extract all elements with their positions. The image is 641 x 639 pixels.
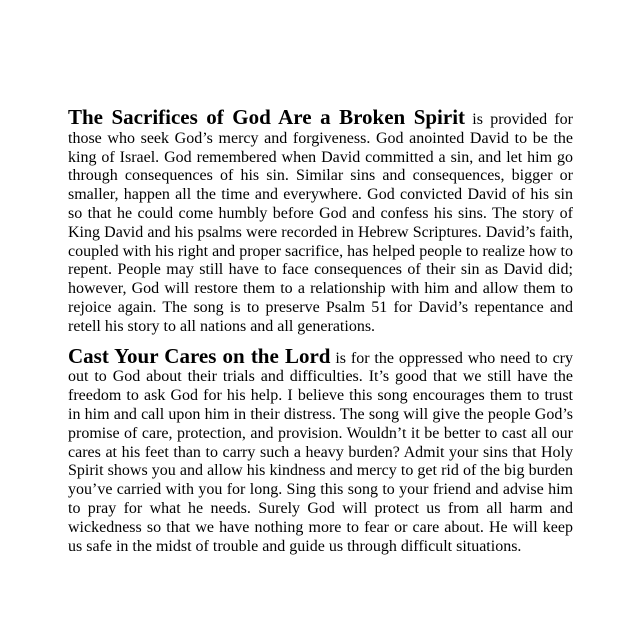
section-cast-your-cares <box>68 343 573 557</box>
section-body-cast-your-cares: is for the oppressed who need to cry out to God about their trials and difficulties. It’s good that we still have the freedom to ask God for his help. I believe this song encourages them to trust in him and call upon him in their distress. The song will give the people God’s promise of care, protection, and provision. Wouldn’t it be better to cast all our cares at his feet than to carry such a heavy burden? Admit your sins that Holy Spirit shows you and allow his kindness and mercy to get rid of the big burden you’ve carried with you for long. Sing this song to your friend and advise him to pray for what he needs. Surely God will protect us from all harm and wickedness so that we have nothing more to fear or care about. He will keep us safe in the midst of trouble and guide us through difficult situations. <box>68 349 573 555</box>
section-sacrifices-of-god <box>68 105 573 337</box>
text-block <box>68 105 573 566</box>
section-title-cast-your-cares: Cast Your Cares on the Lord <box>68 343 331 368</box>
section-body-sacrifices-of-god: is provided for those who seek God’s mercy and forgiveness. God anointed David to be the king of Israel. God remembered when David committed a sin, and let him go through consequences of his sin. Similar sins and consequences, bigger or smaller, happen all the time and everywhere. God convicted David of his sin so that he could come humbly before God and confess his sins. The story of King David and his psalms were recorded in Hebrew Scriptures. David’s faith, coupled with his right and proper sacrifice, has helped people to realize how to repent. People may still have to face consequences of their sin as David did; however, God will restore them to a relationship with him and allow them to rejoice again. The song is to preserve Psalm 51 for David’s repentance and retell his story to all nations and all generations. <box>68 111 573 335</box>
section-title-sacrifices-of-god: The Sacrifices of God Are a Broken Spirit <box>68 105 466 129</box>
